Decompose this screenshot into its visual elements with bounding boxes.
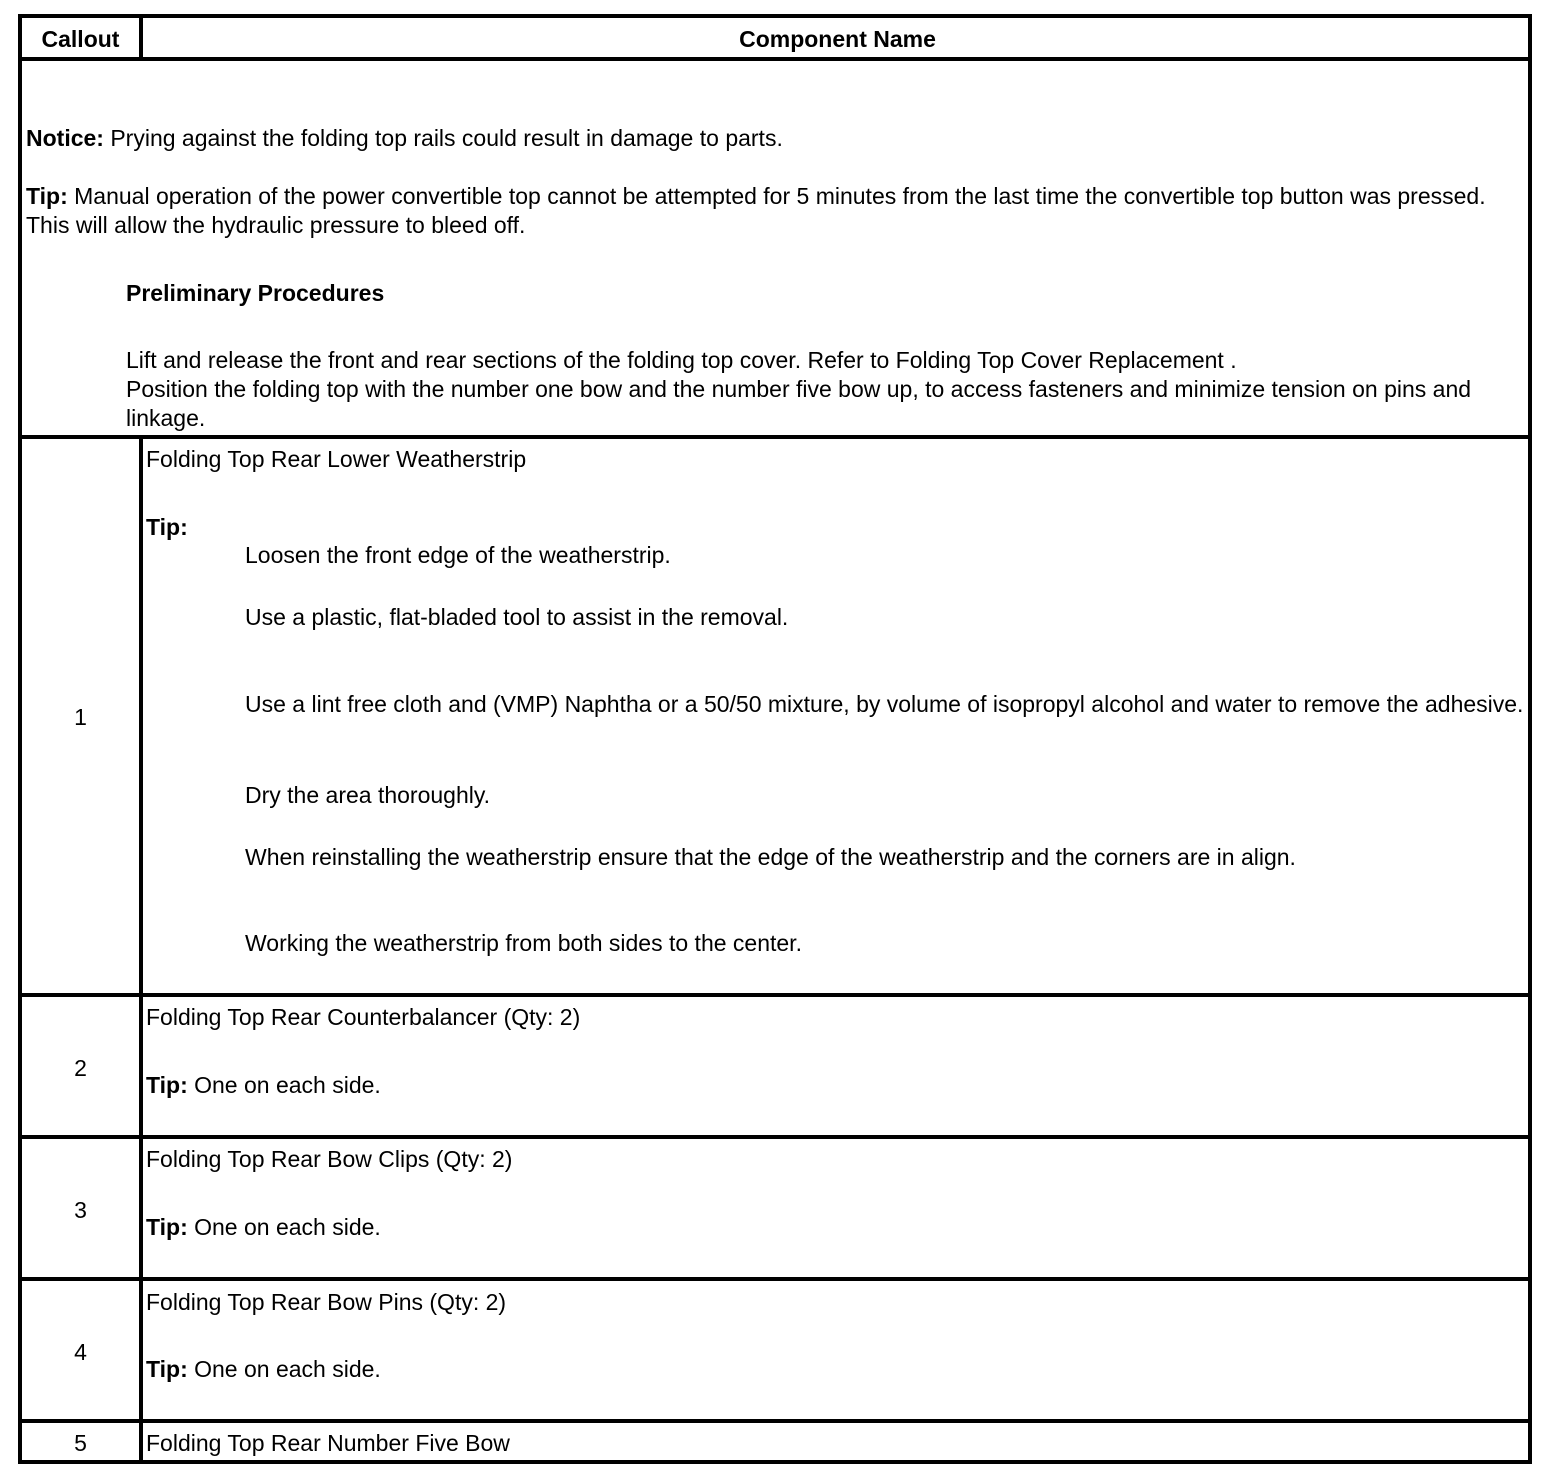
header-column-divider	[139, 18, 143, 57]
tip-text-3: One on each side.	[187, 1214, 381, 1240]
component-name-2: Folding Top Rear Counterbalancer (Qty: 2)	[146, 1004, 581, 1030]
component-name-1: Folding Top Rear Lower Weatherstrip	[146, 446, 527, 472]
tip-3-line	[146, 1213, 381, 1242]
preliminary-step-1: Lift and release the front and rear sections of the folding top cover. Refer to Folding Top Cover Replacement .	[126, 347, 1237, 373]
tip-label-2: Tip:	[146, 1072, 188, 1098]
tip-text-4: One on each side.	[187, 1356, 381, 1382]
notice-text: Prying against the folding top rails could result in damage to parts.	[103, 125, 783, 151]
callout-5: 5	[74, 1430, 87, 1456]
tip-label-3: Tip:	[146, 1214, 188, 1240]
tip-label-4: Tip:	[146, 1356, 188, 1382]
components-table	[18, 14, 1532, 1464]
tip-1-step-2: Use a plastic, flat-bladed tool to assist in the removal.	[245, 604, 789, 630]
tip-label: Tip:	[26, 183, 68, 209]
tip-1-step-6: Working the weatherstrip from both sides to the center.	[245, 930, 802, 956]
tip-text: Manual operation of the power convertible top cannot be attempted for 5 minutes from the last time the convertible top button was pressed. This will allow the hydraulic pressure to bleed off.	[26, 183, 1486, 238]
tip-1-step-4: Dry the area thoroughly.	[245, 782, 491, 808]
preliminary-step-2: Position the folding top with the number one bow and the number five bow up, to access fasteners and minimize tension on pins and linkage.	[126, 376, 1472, 431]
tip-paragraph	[26, 182, 1521, 240]
row-divider	[22, 435, 1528, 439]
preliminary-title: Preliminary Procedures	[126, 280, 385, 306]
row-divider	[22, 1277, 1528, 1281]
callout-1: 1	[74, 704, 87, 730]
callout-4: 4	[74, 1339, 87, 1365]
row-column-divider	[139, 435, 143, 1464]
tip-1-step-3: Use a lint free cloth and (VMP) Naphtha or a 50/50 mixture, by volume of isopropyl alcohol and water to remove the adhesive.	[245, 691, 1524, 717]
tip-label-1: Tip:	[146, 514, 188, 540]
component-name-4: Folding Top Rear Bow Pins (Qty: 2)	[146, 1289, 507, 1315]
tip-1-step-5: When reinstalling the weatherstrip ensure that the edge of the weatherstrip and the corners are in align.	[245, 844, 1296, 870]
notice-label: Notice:	[26, 125, 104, 151]
tip-4-line	[146, 1355, 381, 1384]
component-name-3: Folding Top Rear Bow Clips (Qty: 2)	[146, 1146, 513, 1172]
tip-2-line	[146, 1071, 381, 1100]
header-divider	[22, 57, 1528, 61]
header-callout: Callout	[41, 26, 120, 52]
callout-3: 3	[74, 1197, 87, 1223]
tip-1-step-1: Loosen the front edge of the weatherstrip.	[245, 542, 671, 568]
component-name-5: Folding Top Rear Number Five Bow	[146, 1430, 510, 1456]
row-divider	[22, 1419, 1528, 1423]
row-divider	[22, 1135, 1528, 1139]
row-divider	[22, 993, 1528, 997]
header-component-name: Component Name	[739, 26, 936, 52]
callout-2: 2	[74, 1055, 87, 1081]
notice-line	[26, 124, 783, 153]
tip-text-2: One on each side.	[187, 1072, 381, 1098]
